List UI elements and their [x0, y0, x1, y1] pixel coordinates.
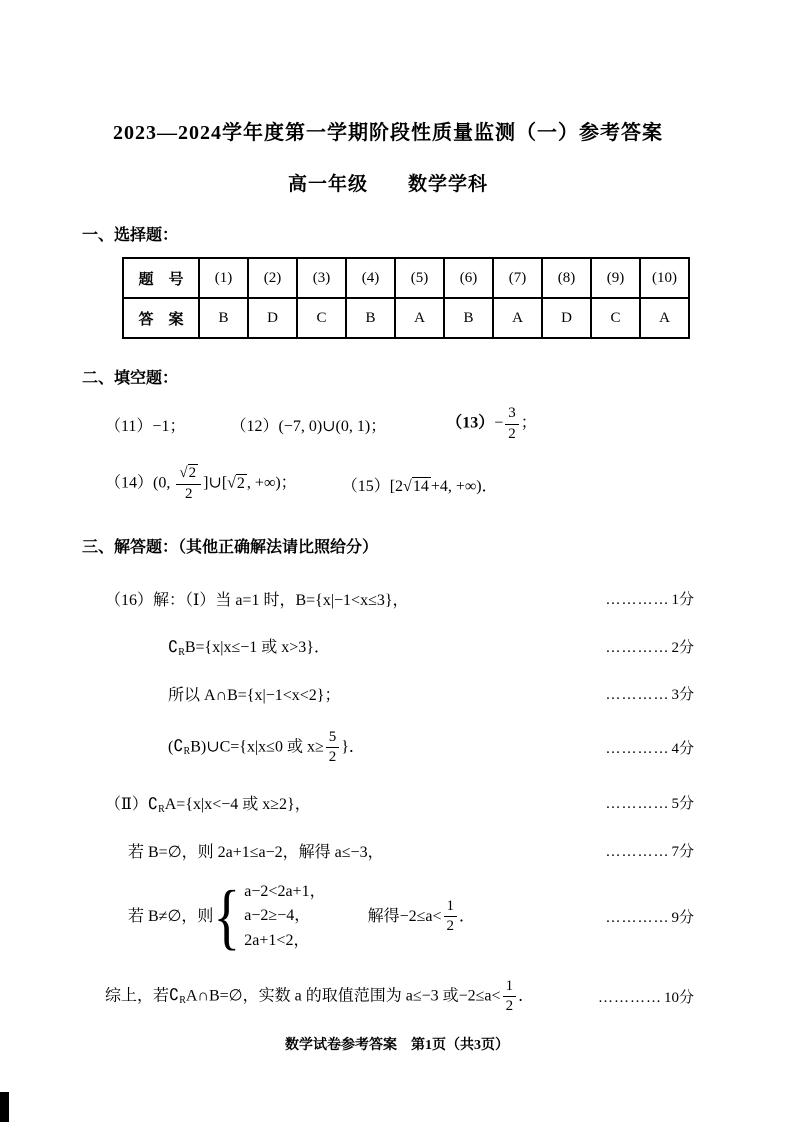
item-value: +4, +∞)．	[430, 477, 498, 495]
solution-line-5	[82, 791, 694, 815]
math-segment: 综上，若	[105, 987, 170, 1005]
score-value: 7分	[671, 843, 694, 860]
fraction-numerator: 5	[326, 729, 340, 748]
dots-leader: …………	[605, 741, 670, 758]
fill-item-14	[105, 465, 297, 503]
answer-cell: D	[248, 298, 297, 338]
item-value: ]∪[	[203, 474, 228, 492]
item-label: （11）	[105, 417, 153, 435]
math-text	[168, 634, 330, 658]
question-number-cell: (7)	[493, 258, 542, 298]
fill-item-15	[342, 473, 498, 496]
score-mark	[605, 588, 694, 609]
item-label: （13）	[446, 414, 495, 432]
math-text: 所以 A∩B={x|−1<x<2}；	[168, 687, 341, 704]
score-value: 4分	[671, 741, 694, 758]
math-text	[168, 729, 365, 767]
math-segment: }．	[341, 738, 365, 756]
fraction-denominator: 2	[184, 485, 193, 502]
complement-symbol	[169, 987, 186, 1007]
table-row-answers	[123, 298, 689, 338]
score-mark	[605, 737, 694, 758]
score-mark	[605, 636, 694, 657]
section-heading-fill: 二、填空题：	[82, 370, 179, 387]
question-number-cell: (8)	[542, 258, 591, 298]
sqrt-radical	[227, 474, 247, 492]
score-value: 10分	[663, 990, 694, 1007]
score-mark	[605, 683, 694, 704]
solution-line-1	[82, 587, 694, 610]
solution-line-7	[82, 876, 694, 957]
math-text: （16）解：（Ⅰ）当 a=1 时，B={x|−1<x≤3}，	[105, 592, 409, 609]
question-number-cell: (3)	[297, 258, 346, 298]
score-mark	[605, 840, 694, 861]
item-value: ；	[520, 414, 537, 432]
dots-leader: …………	[605, 843, 670, 860]
document-title: 2023—2024学年度第一学期阶段性质量监测（一）参考答案	[113, 122, 663, 144]
complement-symbol	[148, 796, 165, 813]
item-value: −1；	[152, 417, 186, 435]
row-label-question-number: 题 号	[123, 258, 199, 298]
math-segment: B)∪C={x|x≤0 或 x≥	[190, 738, 324, 756]
math-segment: 若 B≠∅，则	[128, 907, 214, 925]
fraction	[176, 465, 201, 503]
math-segment: (	[168, 738, 174, 756]
fill-item-12	[230, 413, 386, 436]
complement-subscript: R	[178, 647, 185, 658]
score-value: 1分	[671, 592, 694, 608]
page-footer: 数学试卷参考答案 第1页（共3页）	[285, 1038, 509, 1053]
math-segment: （Ⅱ）	[105, 795, 148, 813]
math-segment: B={x|x≤−1 或 x>3}．	[184, 639, 330, 656]
score-value: 3分	[671, 687, 694, 703]
case-rows	[244, 880, 325, 954]
section-heading-solution: 三、解答题：（其他正确解法请比照给分）	[82, 539, 379, 556]
score-mark	[598, 986, 694, 1007]
question-number-cell: (1)	[199, 258, 248, 298]
math-text	[105, 791, 311, 815]
math-segment: A∩B=∅，实数 a 的取值范围为 a≤−3 或−2≤a<	[185, 987, 501, 1005]
inequality-system	[213, 876, 326, 957]
choice-answer-table	[122, 257, 690, 339]
item-value: , +∞)；	[246, 474, 297, 492]
question-number-cell: (10)	[640, 258, 689, 298]
sqrt-radical	[403, 477, 431, 495]
sqrt-radical	[179, 464, 198, 481]
question-number-cell: (2)	[248, 258, 297, 298]
radical-sign: √	[403, 477, 412, 495]
fraction	[326, 729, 340, 767]
answer-cell: A	[640, 298, 689, 338]
complement-subscript: R	[179, 995, 186, 1007]
score-mark	[605, 906, 694, 927]
answer-cell: C	[297, 298, 346, 338]
complement-symbol	[173, 738, 191, 758]
answer-cell: C	[591, 298, 640, 338]
math-segment: ．	[518, 987, 535, 1005]
complement-subscript: R	[183, 746, 191, 758]
fraction-denominator: 2	[508, 425, 516, 442]
score-value: 9分	[671, 910, 694, 927]
item-label: （15）	[341, 477, 390, 495]
question-number-cell: (4)	[346, 258, 395, 298]
fraction-denominator: 2	[446, 918, 455, 935]
complement-glyph: ∁	[169, 987, 180, 1005]
dots-leader: …………	[605, 639, 670, 656]
fill-item-11	[105, 413, 185, 436]
score-mark	[605, 792, 694, 813]
answer-cell: D	[542, 298, 591, 338]
answer-cell: A	[493, 298, 542, 338]
section-heading-choice: 一、选择题：	[82, 227, 179, 244]
dots-leader: …………	[605, 910, 670, 927]
solution-line-6	[82, 839, 694, 862]
fraction-numerator: 1	[503, 978, 517, 997]
solution-line-4	[82, 729, 694, 767]
document-subtitle: 高一年级 数学学科	[287, 174, 488, 195]
math-text: 若 B=∅，则 2a+1≤a−2，解得 a≤−3，	[128, 843, 384, 861]
answer-cell: B	[444, 298, 493, 338]
table-row-question-numbers	[123, 258, 689, 298]
case-line: a−2≥−4，	[244, 907, 311, 925]
question-number-cell: (5)	[395, 258, 444, 298]
score-value: 2分	[671, 639, 694, 656]
solution-line-2	[82, 634, 694, 658]
question-number-cell: (6)	[444, 258, 493, 298]
dots-leader: …………	[605, 687, 670, 703]
fraction-numerator	[176, 465, 201, 484]
fraction-denominator: 2	[505, 998, 514, 1015]
math-text	[128, 876, 476, 957]
scan-artifact	[0, 1092, 9, 1122]
answer-cell: A	[395, 298, 444, 338]
math-text	[105, 978, 534, 1016]
complement-subscript: R	[158, 803, 165, 815]
radical-sign: √	[179, 465, 188, 482]
item-value: [2	[389, 477, 404, 495]
fraction	[503, 978, 517, 1016]
dots-leader: …………	[605, 796, 670, 812]
answer-cell: B	[346, 298, 395, 338]
complement-glyph: ∁	[168, 639, 179, 656]
complement-symbol	[168, 639, 185, 656]
minus-sign: −	[494, 414, 504, 432]
item-label: （14）	[105, 474, 154, 492]
question-number-cell: (9)	[591, 258, 640, 298]
fraction	[505, 405, 519, 443]
item-value: (0,	[153, 474, 175, 492]
fill-line-2	[82, 460, 694, 508]
radicand: 14	[412, 477, 429, 495]
score-value: 5分	[671, 796, 694, 812]
fraction	[444, 898, 458, 936]
math-segment: 解得−2≤a<	[367, 907, 442, 925]
fraction-numerator: 3	[505, 405, 519, 424]
solution-line-3	[82, 682, 694, 705]
item-value: (−7, 0)∪(0, 1)；	[278, 417, 387, 435]
answer-cell: B	[199, 298, 248, 338]
math-segment: A={x|x<−4 或 x≥2}，	[164, 795, 311, 813]
row-label-answer: 答 案	[123, 298, 199, 338]
math-segment: ．	[459, 907, 476, 925]
radicand: 2	[188, 465, 197, 482]
fraction-numerator: 1	[444, 898, 458, 917]
dots-leader: …………	[597, 990, 662, 1007]
radical-sign: √	[227, 474, 236, 492]
fraction-denominator: 2	[328, 749, 337, 766]
solution-line-8	[82, 978, 694, 1016]
item-label: （12）	[230, 417, 279, 435]
radicand: 2	[236, 474, 245, 492]
complement-glyph: ∁	[147, 795, 159, 813]
left-brace: {	[213, 876, 241, 957]
fill-line-1	[82, 400, 694, 448]
dots-leader: …………	[605, 592, 670, 608]
case-line: 2a+1<2，	[244, 932, 310, 950]
case-line: a−2<2a+1，	[244, 882, 326, 900]
complement-glyph: ∁	[173, 738, 184, 756]
fill-item-13	[446, 405, 537, 443]
